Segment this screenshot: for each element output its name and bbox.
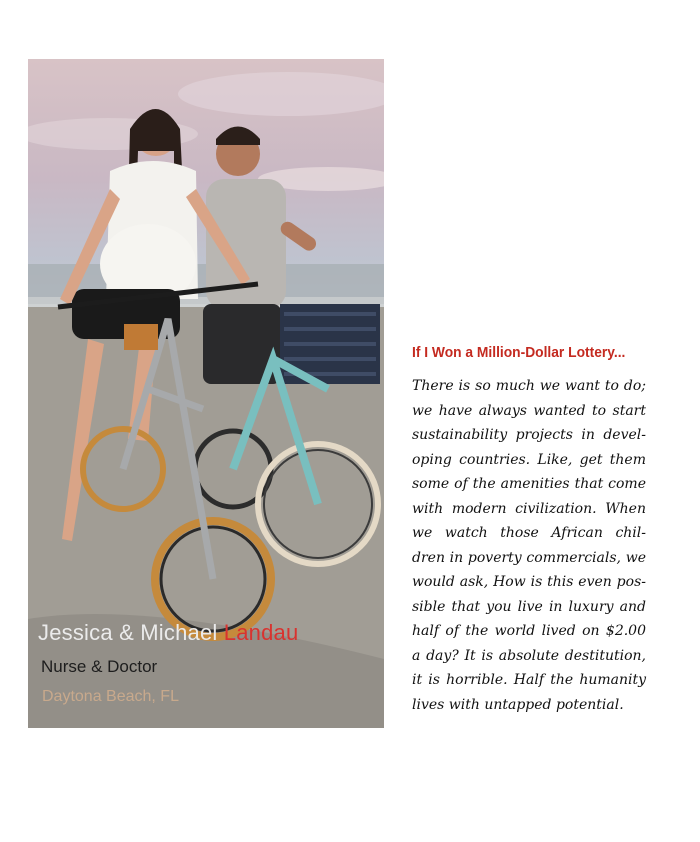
article-line: oping countries. Like, get them xyxy=(412,451,646,468)
caption-names xyxy=(38,620,298,646)
article-line: would ask, How is this even pos- xyxy=(412,574,646,590)
article-line: dren in poverty commercials, we xyxy=(412,549,646,566)
caption-first-names: Jessica & Michael xyxy=(38,620,218,645)
article-body xyxy=(412,374,646,717)
article-line: with modern civilization. When xyxy=(412,500,646,517)
caption-role: Nurse & Doctor xyxy=(41,657,158,676)
article-line: we have always wanted to start xyxy=(412,402,646,419)
article-line: we watch those African chil- xyxy=(412,525,646,541)
caption-surname: Landau xyxy=(223,620,299,645)
caption-place: Daytona Beach, FL xyxy=(42,688,179,705)
article-title: If I Won a Million-Dollar Lottery... xyxy=(412,344,626,361)
article-line-last: lives with untapped potential. xyxy=(412,696,624,713)
article-line: sible that you live in luxury and xyxy=(412,598,646,615)
article-line: half of the world lived on $2.00 xyxy=(412,623,646,639)
article-line: sustainability projects in devel- xyxy=(412,427,646,443)
article-line: a day? It is absolute destitution, xyxy=(412,647,646,664)
article-line: There is so much we want to do; xyxy=(412,378,646,394)
article-line: it is horrible. Half the humanity xyxy=(412,672,646,688)
article-line: some of the amenities that come xyxy=(412,476,646,492)
